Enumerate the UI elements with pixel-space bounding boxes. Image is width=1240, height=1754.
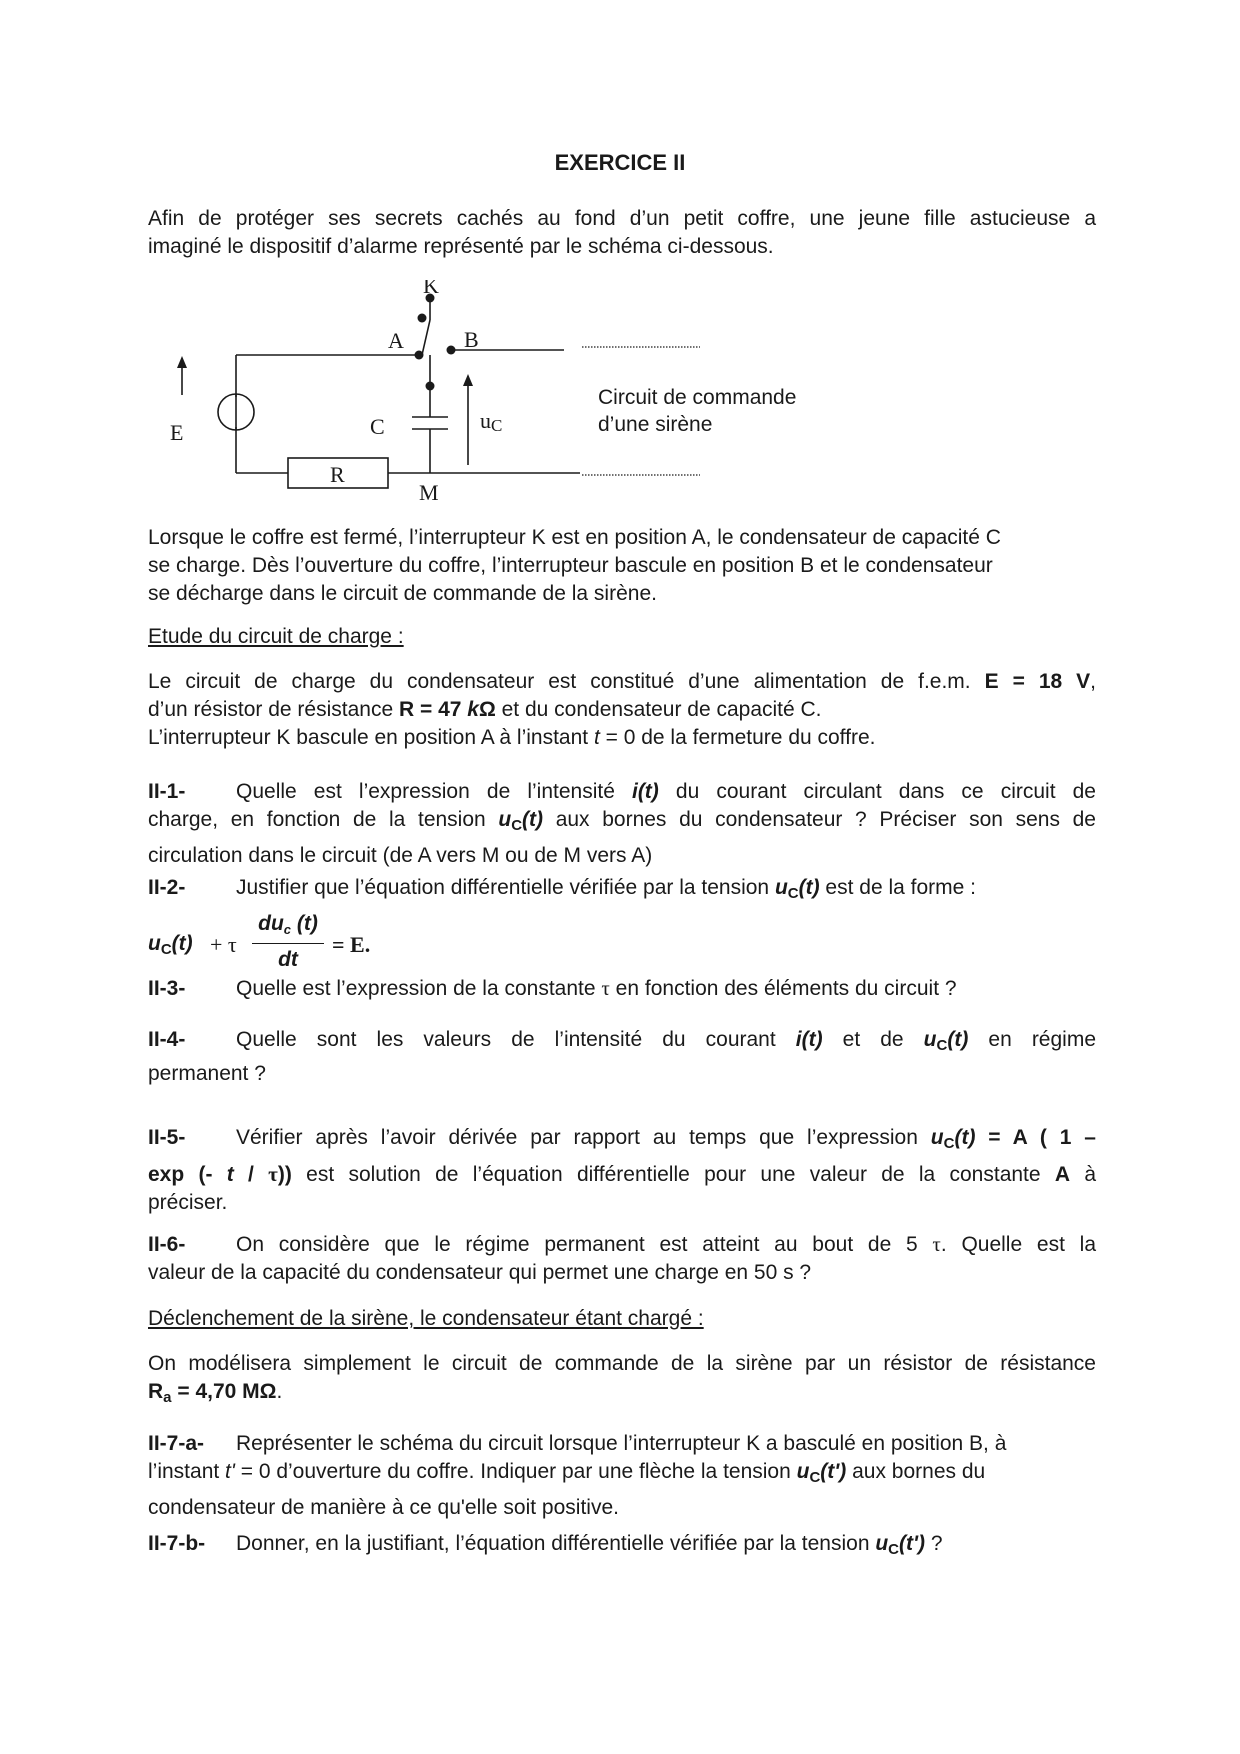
label-uc: [480, 408, 502, 435]
q6-line-2: valeur de la capacité du condensateur qui permet une charge en 50 s ?: [148, 1261, 812, 1284]
label-uc-main: u: [480, 408, 491, 433]
q7a-u-t: (t'): [820, 1460, 847, 1483]
q4-line-1: [148, 1026, 1096, 1060]
q2-line-1: [148, 874, 1096, 908]
ra-sub: a: [163, 1389, 172, 1406]
question-ii-1: [148, 778, 1096, 870]
q7a-label: II-7-a-: [148, 1432, 205, 1455]
charge-line-1: [148, 668, 1096, 696]
q7a-text-b2: = 0 d’ouverture du coffre. Indiquer par une flèche la tension: [234, 1460, 797, 1483]
q4-text-b: et de: [822, 1028, 924, 1051]
label-r: R: [330, 462, 345, 487]
q7a-text-b1: l’instant: [148, 1460, 226, 1483]
q7a-line-3: condensateur de manière à ce qu'elle soit positive.: [148, 1496, 619, 1519]
q3-text-a: Quelle est l’expression de la constante: [236, 977, 602, 1000]
differential-equation: [148, 912, 548, 976]
q1-line-1: [148, 778, 1096, 806]
q5-exp-slash: /: [233, 1163, 269, 1186]
question-ii-3: [148, 974, 1096, 1003]
intro-line-2: imaginé le dispositif d’alarme représenté par le schéma ci-dessous.: [148, 235, 774, 258]
q1-u-t: (t): [522, 808, 544, 831]
question-ii-5: [148, 1122, 1096, 1216]
q5-line-1: [148, 1122, 1096, 1159]
intro-paragraph: [148, 205, 1096, 261]
switch-dot-a: [415, 351, 424, 360]
q1-text-c: charge, en fonction de la tension: [148, 808, 499, 831]
eq-fraction-bar: [252, 943, 324, 944]
ra-end: .: [276, 1380, 283, 1403]
label-m: M: [419, 480, 439, 505]
q2-text-b: est de la forme :: [819, 876, 976, 899]
q6-text-b: . Quelle est la: [940, 1233, 1096, 1256]
eq-u: u: [148, 932, 161, 955]
q5-exp-tau: τ: [268, 1162, 278, 1186]
label-a: A: [388, 328, 404, 353]
question-ii-7-b: [148, 1530, 1096, 1564]
label-b: B: [464, 327, 479, 352]
q7b-line-1: [148, 1530, 1096, 1564]
switch-dot-b: [447, 346, 456, 355]
q2-u: u: [774, 876, 788, 899]
e-arrow-head: [177, 356, 187, 368]
resistance-k: k: [467, 698, 479, 721]
heading-charge: Etude du circuit de charge :: [148, 625, 404, 648]
q7a-text-b3: aux bornes du: [846, 1460, 986, 1483]
q7b-u-sub: C: [888, 1541, 900, 1558]
q2-label: II-2-: [148, 876, 186, 899]
eq-left: [148, 932, 193, 958]
q6-tau: τ: [932, 1232, 941, 1256]
q4-text-a: Quelle sont les valeurs de l’intensité du courant: [236, 1028, 796, 1051]
q4-text-c: en régime: [968, 1028, 1097, 1051]
q7b-text-b: ?: [925, 1532, 943, 1555]
q4-u: u: [923, 1028, 937, 1051]
eq-u-t: (t): [171, 932, 193, 955]
emf-value: E = 18 V: [984, 670, 1091, 693]
q5-const-a: A: [1054, 1163, 1071, 1186]
charge-line-2-text: d’un résistor de résistance: [148, 698, 399, 721]
q3-tau: τ: [601, 976, 610, 1000]
capacitor-dot: [426, 382, 435, 391]
charge-paragraph: [148, 668, 1096, 752]
q7a-line-2: [148, 1458, 1096, 1492]
eq-u-sub: C: [160, 941, 172, 958]
q5-u-sub: C: [943, 1135, 955, 1152]
q5-line-3: préciser.: [148, 1191, 228, 1214]
q4-i-t: i(t): [795, 1028, 823, 1051]
label-k: K: [423, 280, 439, 298]
q5-exp-t: t: [226, 1163, 234, 1186]
charge-line-3-end: = 0 de la fermeture du coffre.: [599, 726, 876, 749]
ra-symbol: R: [148, 1380, 164, 1403]
uc-arrow-head: [463, 374, 473, 386]
q1-line-2: [148, 806, 1096, 840]
q5-exp: exp (-: [148, 1163, 227, 1186]
siren-label-line-2: d’une sirène: [598, 413, 713, 436]
q2-text-a: Justifier que l’équation différentielle vérifiée par la tension: [236, 876, 775, 899]
q3-text-b: en fonction des éléments du circuit ?: [609, 977, 957, 1000]
q4-u-sub: C: [936, 1037, 948, 1054]
charge-line-1-end: ,: [1090, 670, 1097, 693]
closed-box-paragraph: [148, 524, 1096, 608]
q7a-text-a: Représenter le schéma du circuit lorsque l’interrupteur K a basculé en position B, à: [236, 1432, 1007, 1455]
q3-line-1: [148, 974, 1096, 1003]
q2-u-t: (t): [798, 876, 820, 899]
q4-label: II-4-: [148, 1028, 186, 1051]
ra-value: = 4,70 MΩ: [171, 1380, 277, 1403]
question-ii-6: [148, 1230, 1096, 1287]
charge-line-3: [148, 724, 1096, 752]
resistance-value: R = 47: [398, 698, 468, 721]
siren-line-1: On modélisera simplement le circuit de commande de la sirène par un résistor de résistance: [148, 1352, 1096, 1375]
q7b-label: II-7-b-: [148, 1532, 206, 1555]
q1-label: II-1-: [148, 780, 186, 803]
q7a-t-prime: t': [225, 1460, 235, 1483]
charge-line-2: [148, 696, 1096, 724]
q2-u-sub: C: [787, 885, 799, 902]
resistance-omega: Ω: [478, 698, 496, 721]
eq-num-du: du: [258, 912, 284, 935]
q1-text-a: Quelle est l’expression de l’intensité: [236, 780, 632, 803]
charge-line-3-t: t: [593, 726, 600, 749]
question-ii-2: [148, 874, 1096, 908]
closed-line-1: Lorsque le coffre est fermé, l’interrupteur K est en position A, le condensateur de capacité C: [148, 526, 1001, 549]
q1-text-b: du courant circulant dans ce circuit de: [658, 780, 1096, 803]
page-title: EXERCICE II: [554, 150, 686, 175]
closed-line-3: se décharge dans le circuit de commande de la sirène.: [148, 582, 657, 605]
eq-num-t: (t): [291, 912, 318, 935]
siren-label-line-1: Circuit de commande: [598, 386, 797, 409]
q7b-u-t: (t'): [899, 1532, 925, 1555]
q7b-text-a: Donner, en la justifiant, l’équation différentielle vérifiée par la tension: [236, 1532, 876, 1555]
question-ii-4: [148, 1026, 1096, 1088]
eq-plus-tau: + τ: [210, 932, 237, 957]
q5-text-d: est solution de l’équation différentielle pour une valeur de la constante: [291, 1163, 1055, 1186]
charge-line-2-end: et du condensateur de capacité C.: [495, 698, 822, 721]
q5-text-d-end: à: [1070, 1163, 1096, 1186]
q5-text-b: = A ( 1 –: [975, 1126, 1096, 1149]
q1-line-3: circulation dans le circuit (de A vers M ou de M vers A): [148, 844, 653, 867]
intro-line-1: Afin de protéger ses secrets cachés au fond d’un petit coffre, une jeune fille astucieuse a: [148, 207, 1096, 230]
question-ii-7-a: [148, 1430, 1096, 1522]
q5-u: u: [930, 1126, 944, 1149]
switch-arm: [422, 320, 430, 355]
closed-line-2: se charge. Dès l’ouverture du coffre, l’interrupteur bascule en position B et le condensateur: [148, 554, 993, 577]
eq-right: = E.: [332, 932, 371, 957]
q7a-u: u: [796, 1460, 810, 1483]
q4-line-2: permanent ?: [148, 1062, 266, 1085]
q4-u-t: (t): [947, 1028, 969, 1051]
charge-line-3-text: L’interrupteur K bascule en position A à l’instant: [148, 726, 594, 749]
q1-text-d: aux bornes du condensateur ? Préciser son sens de: [543, 808, 1096, 831]
q7a-line-1: [148, 1430, 1096, 1458]
q3-label: II-3-: [148, 977, 186, 1000]
label-c: C: [370, 414, 385, 439]
q5-exp-close: )): [277, 1163, 292, 1186]
switch-dot-top: [418, 314, 427, 323]
q5-u-t: (t): [954, 1126, 976, 1149]
q1-u-sub: C: [511, 817, 523, 834]
q7b-u: u: [875, 1532, 889, 1555]
label-e: E: [170, 420, 184, 445]
heading-siren: Déclenchement de la sirène, le condensateur étant chargé :: [148, 1307, 704, 1330]
eq-denominator: dt: [278, 948, 298, 971]
siren-circuit-label: [598, 384, 796, 438]
eq-numerator: [252, 912, 324, 937]
q5-text-a: Vérifier après l’avoir dérivée par rapport au temps que l’expression: [236, 1126, 931, 1149]
q7a-u-sub: C: [809, 1469, 821, 1486]
q6-label: II-6-: [148, 1233, 186, 1256]
q6-text-a: On considère que le régime permanent est atteint au bout de 5: [236, 1233, 933, 1256]
eq-num-sub: c: [283, 922, 292, 937]
q5-line-2: [148, 1159, 1096, 1190]
q1-u: u: [498, 808, 512, 831]
q5-label: II-5-: [148, 1126, 186, 1149]
q6-line-1: [148, 1230, 1096, 1259]
siren-paragraph: [148, 1350, 1096, 1412]
q1-i-t: i(t): [631, 780, 659, 803]
label-uc-sub: C: [491, 416, 503, 435]
siren-line-2: [148, 1378, 1096, 1412]
charge-line-1-text: Le circuit de charge du condensateur est constitué d’une alimentation de f.e.m.: [148, 670, 985, 693]
